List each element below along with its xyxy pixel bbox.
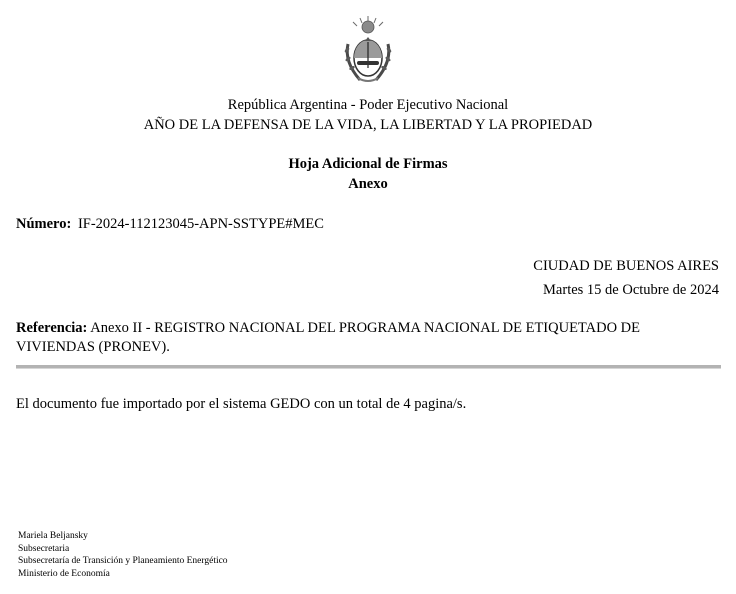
- coat-of-arms-icon: [338, 14, 398, 86]
- document-title: Hoja Adicional de Firmas: [288, 156, 448, 172]
- numero-value: IF-2024-112123045-APN-SSTYPE#MEC: [77, 216, 324, 232]
- issuer-line: República Argentina - Poder Ejecutivo Nacional: [227, 97, 509, 113]
- referencia-value: Anexo II - REGISTRO NACIONAL DEL PROGRAMA NACIONAL DE ETIQUETADO DE VIVIENDAS (PRONEV).: [16, 320, 641, 355]
- signer-ministry: Ministerio de Economía: [18, 568, 110, 579]
- referencia-label: Referencia:: [16, 320, 88, 336]
- date: Martes 15 de Octubre de 2024: [543, 282, 719, 298]
- signature-block: [18, 530, 228, 580]
- numero-label: Número:: [16, 216, 72, 232]
- reference: [16, 319, 716, 357]
- year-motto: AÑO DE LA DEFENSA DE LA VIDA, LA LIBERTAD Y LA PROPIEDAD: [143, 117, 593, 133]
- divider: [16, 365, 721, 369]
- document-body: El documento fue importado por el sistema GEDO con un total de 4 pagina/s.: [16, 396, 467, 412]
- document-number: [16, 216, 324, 233]
- signer-department: Subsecretaría de Transición y Planeamiento Energético: [18, 556, 228, 566]
- signer-name: Mariela Beljansky: [18, 531, 88, 541]
- city: CIUDAD DE BUENOS AIRES: [533, 258, 719, 274]
- document-subtitle: Anexo: [348, 176, 388, 192]
- signer-role: Subsecretaria: [18, 543, 70, 554]
